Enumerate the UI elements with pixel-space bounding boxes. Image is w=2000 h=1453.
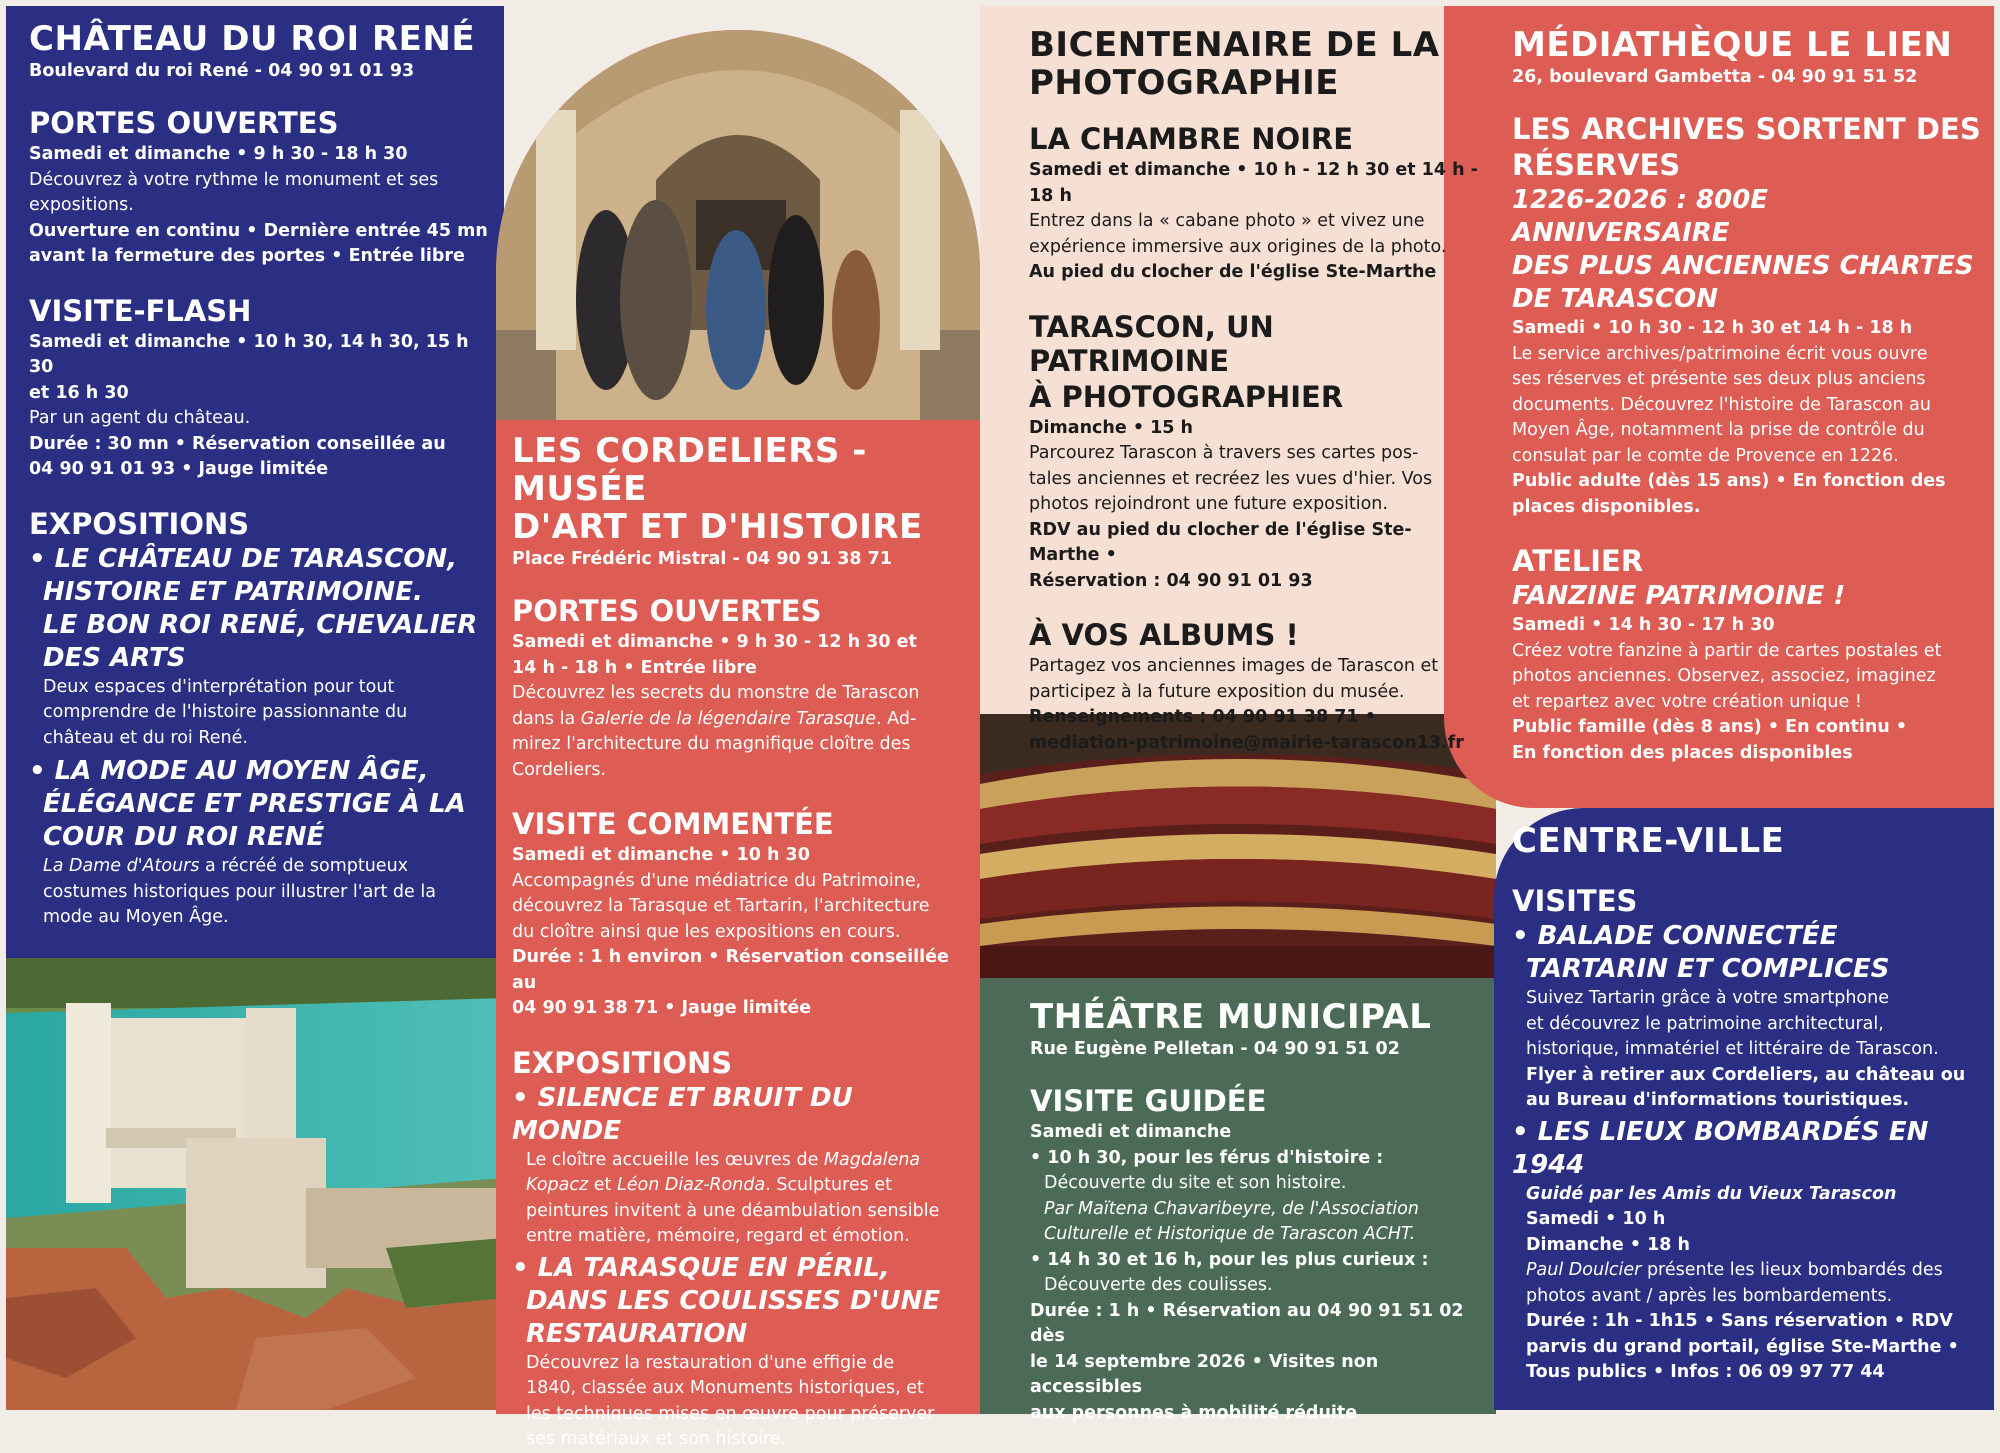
- cordeliers-expo-desc: [512, 1148, 968, 1174]
- chambre-noire-when: Samedi et dimanche • 10 h - 12 h 30 et 14 h - 18 h: [1029, 160, 1478, 206]
- centre-visites-item: TARTARIN ET COMPLICES: [1526, 954, 1890, 984]
- desc-text: présente les lieux bombardés des: [1641, 1260, 1943, 1280]
- cordeliers-title: D'ART ET D'HISTOIRE: [512, 507, 923, 547]
- archives-desc: consulat par le comte de Provence en 1226.: [1512, 445, 1899, 466]
- theatre-visite-guide: Culturelle et Historique de Tarascon ACHT.: [1044, 1224, 1416, 1244]
- chambre-noire-desc: Entrez dans la « cabane photo » et vivez une: [1029, 211, 1425, 231]
- theatre-visite-slot: • 10 h 30, pour les férus d'histoire :: [1030, 1147, 1384, 1168]
- cordeliers-expo-heading: EXPOSITIONS: [512, 1045, 733, 1080]
- mediatheque-title: MÉDIATHÈQUE LE LIEN: [1512, 25, 1953, 65]
- theatre-title: THÉÂTRE MUNICIPAL: [1030, 997, 1432, 1037]
- chateau-expo-desc: comprendre de l'histoire passionnante du: [43, 702, 408, 722]
- centre-visites-item: • LES LIEUX BOMBARDÉS EN 1944: [1512, 1116, 1929, 1180]
- cordeliers-visite-desc: Accompagnés d'une médiatrice du Patrimoine,: [512, 870, 922, 891]
- museum-photo: [496, 30, 980, 420]
- dame-atours: La Dame d'Atours: [43, 856, 200, 876]
- cordeliers-title: LES CORDELIERS - MUSÉE: [512, 431, 867, 509]
- theatre-visite-info: le 14 septembre 2026 • Visites non accessibles: [1030, 1351, 1379, 1397]
- archives-when: Samedi • 10 h 30 - 12 h 30 et 14 h - 18 h: [1512, 318, 1913, 338]
- tarascon-photo-heading: TARASCON, UN PATRIMOINE: [1029, 309, 1274, 378]
- archives-info: places disponibles.: [1512, 496, 1701, 517]
- theatre-content: [1030, 998, 1480, 1426]
- centre-visites-item: • BALADE CONNECTÉE: [1512, 921, 1838, 951]
- castle-photo: [6, 958, 504, 1410]
- centre-visites-guide: Guidé par les Amis du Vieux Tarascon: [1526, 1183, 1897, 1204]
- cordeliers-portes-desc: Cordeliers.: [512, 759, 607, 780]
- centre-visites-info: Tous publics • Infos : 06 09 97 77 44: [1526, 1362, 1885, 1382]
- centre-visites-info: au Bureau d'informations touristiques.: [1526, 1090, 1910, 1110]
- chateau-expo-desc: mode au Moyen Âge.: [43, 907, 229, 927]
- tarascon-photo-desc: photos rejoindront une future exposition.: [1029, 494, 1388, 514]
- chateau-portes-info: avant la fermeture des portes • Entrée libre: [29, 246, 465, 266]
- cordeliers-visite-desc: du cloître ainsi que les expositions en cours.: [512, 921, 901, 942]
- chateau-flash-info: 04 90 91 01 93 • Jauge limitée: [29, 459, 329, 479]
- chateau-expo-item: ÉLÉGANCE ET PRESTIGE À LA: [43, 789, 466, 819]
- centre-visites-heading: VISITES: [1512, 884, 1638, 918]
- theatre-visite-desc: Découverte des coulisses.: [1044, 1275, 1273, 1295]
- chateau-content: [29, 20, 497, 931]
- galerie-name: Galerie de la légendaire Tarasque: [580, 708, 877, 729]
- desc-text: . Ad-: [876, 708, 917, 729]
- centre-visites-desc: photos avant / après les bombardements.: [1526, 1285, 1893, 1306]
- chateau-flash-desc: Par un agent du château.: [29, 408, 251, 428]
- centre-visites-desc: historique, immatériel et littéraire de Tarascon.: [1526, 1039, 1939, 1059]
- bicentenaire-title: PHOTOGRAPHIE: [1029, 63, 1340, 103]
- chateau-expo-item: DES ARTS: [43, 642, 186, 673]
- theatre-visite-slot: • 14 h 30 et 16 h, pour les plus curieux :: [1030, 1249, 1429, 1270]
- desc-text: dans la: [512, 708, 581, 729]
- cordeliers-content: [512, 432, 968, 1453]
- archives-subheading: DE TARASCON: [1512, 284, 1719, 314]
- chateau-portes-when: Samedi et dimanche • 9 h 30 - 18 h 30: [29, 144, 408, 164]
- tarascon-photo-desc: tales anciennes et recréez les vues d'hier. Vos: [1029, 468, 1433, 489]
- chateau-flash-when: Samedi et dimanche • 10 h 30, 14 h 30, 15 h 30: [29, 331, 469, 377]
- archives-desc: Le service archives/patrimoine écrit vous ouvre: [1512, 343, 1928, 364]
- cordeliers-expo-desc: ses matériaux et son histoire.: [526, 1429, 787, 1449]
- cordeliers-expo-item: • LA TARASQUE EN PÉRIL,: [512, 1252, 890, 1283]
- theatre-address: Rue Eugène Pelletan - 04 90 91 51 02: [1030, 1039, 1400, 1059]
- archives-heading: LES ARCHIVES SORTENT DES: [1512, 112, 1981, 146]
- centre-visites-info: Durée : 1h - 1h15 • Sans réservation • RDV: [1526, 1311, 1953, 1331]
- bicentenaire-content: [1029, 26, 1479, 756]
- albums-desc: Partagez vos anciennes images de Tarascon et: [1029, 656, 1439, 676]
- mediatheque-content: [1512, 26, 1984, 766]
- cordeliers-address: Place Frédéric Mistral - 04 90 91 38 71: [512, 549, 893, 569]
- tarascon-photo-when: Dimanche • 15 h: [1029, 417, 1194, 438]
- chateau-expo-desc: [29, 854, 497, 880]
- cordeliers-expo-desc: 1840, classée aux Monuments historiques, et: [526, 1378, 924, 1398]
- chateau-expo-item: LE BON ROI RENÉ, CHEVALIER: [43, 609, 478, 640]
- artist-name: Léon Diaz-Ronda: [616, 1175, 766, 1195]
- theatre-visite-heading: VISITE GUIDÉE: [1030, 1084, 1267, 1118]
- tarascon-photo-heading: À PHOTOGRAPHIER: [1029, 379, 1344, 414]
- atelier-desc: Créez votre fanzine à partir de cartes postales et: [1512, 640, 1942, 661]
- cordeliers-visite-desc: découvrez la Tarasque et Tartarin, l'architecture: [512, 896, 930, 916]
- cordeliers-portes-desc: [512, 707, 968, 733]
- tarascon-photo-info: RDV au pied du clocher de l'église Ste-Marthe •: [1029, 519, 1412, 565]
- archives-subheading: 1226-2026 : 800E ANNIVERSAIRE: [1512, 185, 1769, 248]
- cordeliers-visite-heading: VISITE COMMENTÉE: [512, 807, 834, 841]
- atelier-info: En fonction des places disponibles: [1512, 742, 1853, 763]
- speaker-name: Paul Doulcier: [1526, 1260, 1642, 1280]
- archives-desc: documents. Découvrez l'histoire de Tarascon au: [1512, 394, 1931, 415]
- desc-text: Le cloître accueille les œuvres de: [526, 1149, 824, 1170]
- cordeliers-visite-info: Durée : 1 h environ • Réservation conseillée au: [512, 947, 949, 993]
- centre-visites-when: Samedi • 10 h: [1526, 1209, 1666, 1229]
- cordeliers-visite-when: Samedi et dimanche • 10 h 30: [512, 845, 810, 865]
- chateau-expo-desc: château et du roi René.: [43, 727, 248, 748]
- archives-desc: Moyen Âge, notamment la prise de contrôle du: [1512, 420, 1925, 440]
- cordeliers-expo-desc: entre matière, mémoire, regard et émotion.: [526, 1226, 910, 1246]
- archives-heading: RÉSERVES: [1512, 148, 1681, 182]
- desc-text: et: [588, 1175, 617, 1195]
- cordeliers-portes-desc: Découvrez les secrets du monstre de Tarascon: [512, 683, 920, 703]
- chateau-expo-desc: costumes historiques pour illustrer l'art de la: [43, 881, 436, 902]
- chateau-expo-item: • LA MODE AU MOYEN ÂGE,: [29, 756, 429, 786]
- artist-name: Magdalena: [823, 1149, 921, 1170]
- cordeliers-expo-item: RESTAURATION: [526, 1318, 748, 1349]
- chambre-noire-location: Au pied du clocher de l'église Ste-Marthe: [1029, 262, 1437, 282]
- chateau-flash-heading: VISITE-FLASH: [29, 293, 252, 328]
- chateau-address: Boulevard du roi René - 04 90 91 01 93: [29, 61, 415, 81]
- artist-name: Kopacz: [526, 1175, 589, 1195]
- cordeliers-portes-heading: PORTES OUVERTES: [512, 594, 822, 628]
- cordeliers-expo-desc: peintures invitent à une déambulation sensible: [526, 1200, 940, 1221]
- cordeliers-portes-when: 14 h - 18 h • Entrée libre: [512, 657, 757, 678]
- albums-desc: participez à la future exposition du musée.: [1029, 681, 1405, 702]
- tarascon-photo-desc: Parcourez Tarascon à travers ses cartes pos-: [1029, 443, 1419, 463]
- theatre-visite-guide: Par Maïtena Chavaribeyre, de l'Association: [1044, 1198, 1419, 1219]
- theatre-visite-info: aux personnes à mobilité réduite: [1030, 1402, 1358, 1423]
- chateau-portes-info: Ouverture en continu • Dernière entrée 45 mn: [29, 220, 488, 241]
- centre-visites-info: Flyer à retirer aux Cordeliers, au château ou: [1526, 1064, 1966, 1085]
- cordeliers-expo-desc: Découvrez la restauration d'une effigie de: [526, 1352, 895, 1373]
- chambre-noire-heading: LA CHAMBRE NOIRE: [1029, 122, 1354, 156]
- cordeliers-expo-item: • SILENCE ET BRUIT DU MONDE: [512, 1082, 853, 1146]
- cordeliers-portes-when: Samedi et dimanche • 9 h 30 - 12 h 30 et: [512, 632, 917, 652]
- atelier-desc: et repartez avec votre création unique !: [1512, 691, 1862, 712]
- cordeliers-expo-item: DANS LES COULISSES D'UNE: [526, 1285, 941, 1316]
- centre-visites-info: parvis du grand portail, église Ste-Marthe •: [1526, 1336, 1959, 1357]
- atelier-when: Samedi • 14 h 30 - 17 h 30: [1512, 615, 1775, 635]
- desc-text: . Sculptures et: [765, 1175, 892, 1195]
- chateau-expo-item: COUR DU ROI RENÉ: [43, 822, 325, 852]
- chateau-expo-item: • LE CHÂTEAU DE TARASCON,: [29, 543, 458, 574]
- chambre-noire-desc: expérience immersive aux origines de la photo.: [1029, 236, 1447, 257]
- desc-text: a récréé de somptueux: [199, 856, 409, 876]
- chateau-expo-item: HISTOIRE ET PATRIMOINE.: [43, 576, 423, 607]
- chateau-portes-heading: PORTES OUVERTES: [29, 106, 339, 140]
- centre-ville-content: [1512, 822, 1988, 1386]
- atelier-info: Public famille (dès 8 ans) • En continu •: [1512, 717, 1908, 737]
- atelier-desc: photos anciennes. Observez, associez, imaginez: [1512, 666, 1936, 686]
- theatre-visite-info: Durée : 1 h • Réservation au 04 90 91 51 02 dès: [1030, 1300, 1464, 1346]
- chateau-expo-heading: EXPOSITIONS: [29, 506, 250, 541]
- centre-visites-desc: [1512, 1258, 1988, 1284]
- tarascon-photo-info: Réservation : 04 90 91 01 93: [1029, 570, 1313, 591]
- atelier-subheading: FANZINE PATRIMOINE !: [1512, 581, 1846, 611]
- archives-info: Public adulte (dès 15 ans) • En fonction des: [1512, 471, 1946, 491]
- albums-heading: À VOS ALBUMS !: [1029, 618, 1299, 652]
- centre-visites-desc: et découvrez le patrimoine architectural,: [1526, 1013, 1884, 1034]
- cordeliers-expo-desc: [512, 1173, 968, 1199]
- chateau-flash-info: Durée : 30 mn • Réservation conseillée au: [29, 433, 446, 454]
- chateau-expo-desc: Deux espaces d'interprétation pour tout: [43, 676, 395, 697]
- cordeliers-visite-info: 04 90 91 38 71 • Jauge limitée: [512, 998, 812, 1018]
- albums-email: mediation-patrimoine@mairie-tarascon13.fr: [1029, 732, 1464, 753]
- bicentenaire-title: BICENTENAIRE DE LA: [1029, 25, 1440, 65]
- cordeliers-portes-desc: mirez l'architecture du magnifique cloître des: [512, 734, 911, 754]
- centre-visites-desc: Suivez Tartarin grâce à votre smartphone: [1526, 988, 1889, 1008]
- chateau-title: CHÂTEAU DU ROI RENÉ: [29, 19, 476, 59]
- albums-phone: Renseignements : 04 90 91 38 71 •: [1029, 707, 1376, 727]
- archives-desc: ses réserves et présente ses deux plus anciens: [1512, 369, 1926, 389]
- centre-ville-title: CENTRE-VILLE: [1512, 821, 1785, 861]
- chateau-portes-desc: Découvrez à votre rythme le monument et ses: [29, 169, 439, 190]
- theatre-visite-desc: Découverte du site et son histoire.: [1044, 1173, 1347, 1193]
- mediatheque-address: 26, boulevard Gambetta - 04 90 91 51 52: [1512, 67, 1918, 87]
- chateau-flash-when: et 16 h 30: [29, 382, 129, 403]
- cordeliers-expo-desc: les techniques mises en œuvre pour préserver: [526, 1403, 935, 1424]
- centre-visites-when: Dimanche • 18 h: [1526, 1234, 1691, 1255]
- archives-subheading: DES PLUS ANCIENNES CHARTES: [1512, 251, 1974, 281]
- chateau-portes-desc: expositions.: [29, 195, 134, 215]
- theatre-visite-when: Samedi et dimanche: [1030, 1122, 1232, 1142]
- atelier-heading: ATELIER: [1512, 544, 1644, 578]
